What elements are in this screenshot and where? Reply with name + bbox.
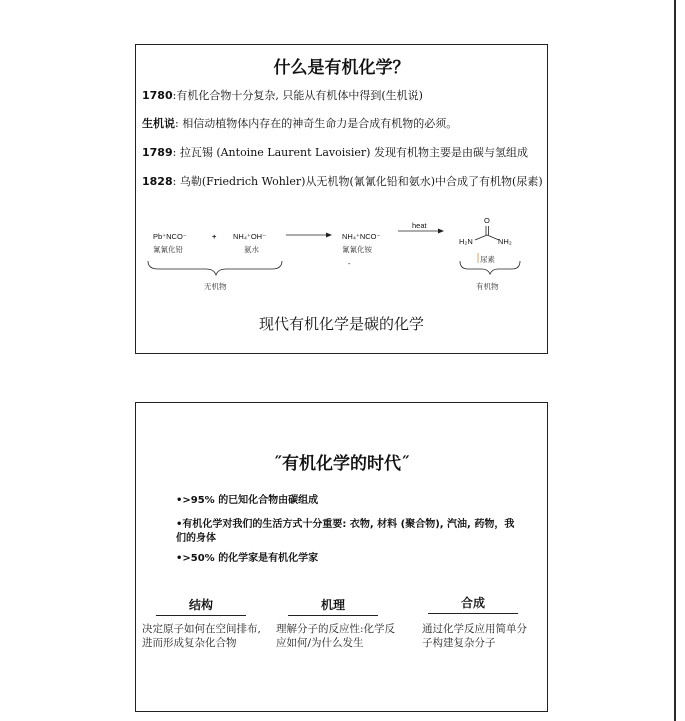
- urea-cn-bond-left: [475, 235, 487, 240]
- column-rule: [428, 613, 518, 614]
- reactant-ammonia-name: 氨水: [244, 245, 259, 254]
- column-body-synthesis: 通过化学反应用简单分子构建复杂分子: [422, 623, 527, 649]
- reactant-lead-cyanate: Pb⁺NCO⁻: [153, 232, 187, 241]
- line-text: : 拉瓦锡 (Antoine Laurent Lavoisier) 发现有机物主要是由碳与氢组成: [172, 146, 528, 159]
- label-organic: 有机物: [476, 282, 499, 291]
- column-body-structure: 决定原子如何在空间排布, 进而形成复杂化合物: [142, 623, 261, 649]
- bullet-item: •有机化学对我们的生活方式十分重要: 衣物, 材料 (聚合物), 汽油, 药物，我们的身体: [176, 519, 515, 544]
- slide1-footer-statement: 现代有机化学是碳的化学: [258, 315, 424, 333]
- reaction-arrow-1-head: [326, 233, 332, 238]
- urea-oxygen: O: [484, 216, 490, 225]
- slide-what-is-organic-chemistry: [135, 44, 548, 354]
- stray-dash: -: [348, 259, 351, 268]
- intermediate-ammonium-cyanate: NH₄⁺NCO⁻: [342, 232, 381, 241]
- condition-heat: heat: [412, 221, 427, 230]
- column-heading-mechanism: 机理: [320, 598, 345, 612]
- reaction-arrow-heat-head: [438, 229, 444, 234]
- page-edge-divider: [674, 0, 676, 721]
- line-label: 1828: [142, 175, 173, 188]
- slide2-title: ˝有机化学的时代˝: [273, 454, 410, 474]
- slide1-title: 什么是有机化学？: [273, 58, 410, 78]
- bullet-item: •>95% 的已知化合物由碳组成: [176, 495, 319, 506]
- reaction-arrows-and-braces: [136, 45, 547, 345]
- urea-right-amine: NH₂: [498, 237, 512, 246]
- reactant-ammonium-hydroxide: NH₄⁺OH⁻: [233, 232, 267, 241]
- line-text: : 乌勒(Friedrich Wohler)从无机物(氰氰化铅和氨水)中合成了有机物(尿素): [172, 175, 543, 188]
- line-label: 1780: [142, 89, 173, 102]
- brace-inorganic: [148, 261, 282, 275]
- plus-sign: +: [212, 232, 217, 241]
- line-text: :有机化合物十分复杂, 只能从有机体中得到(生机说): [172, 89, 423, 102]
- urea-left-amine: H₂N: [459, 237, 473, 246]
- column-rule: [288, 615, 378, 616]
- column-heading-structure: 结构: [188, 598, 213, 612]
- line-text: : 相信动植物体内存在的神奇生命力是合成有机物的必须。: [175, 117, 458, 130]
- reactant-lead-cyanate-name: 氰氰化铅: [153, 245, 183, 254]
- label-inorganic: 无机物: [204, 282, 227, 291]
- bullet-item: •>50% 的化学家是有机化学家: [176, 553, 319, 564]
- intermediate-name: 氰氰化铵: [342, 245, 372, 254]
- line-label: 1789: [142, 146, 173, 159]
- column-heading-synthesis: 合成: [460, 596, 485, 610]
- column-body-mechanism: 理解分子的反应性:化学反应如何/为什么发生: [276, 623, 396, 649]
- slide-age-of-organic-chemistry: [135, 402, 548, 712]
- product-urea-name: 尿素: [480, 255, 495, 264]
- column-rule: [156, 615, 246, 616]
- line-label: 生机说: [142, 117, 175, 130]
